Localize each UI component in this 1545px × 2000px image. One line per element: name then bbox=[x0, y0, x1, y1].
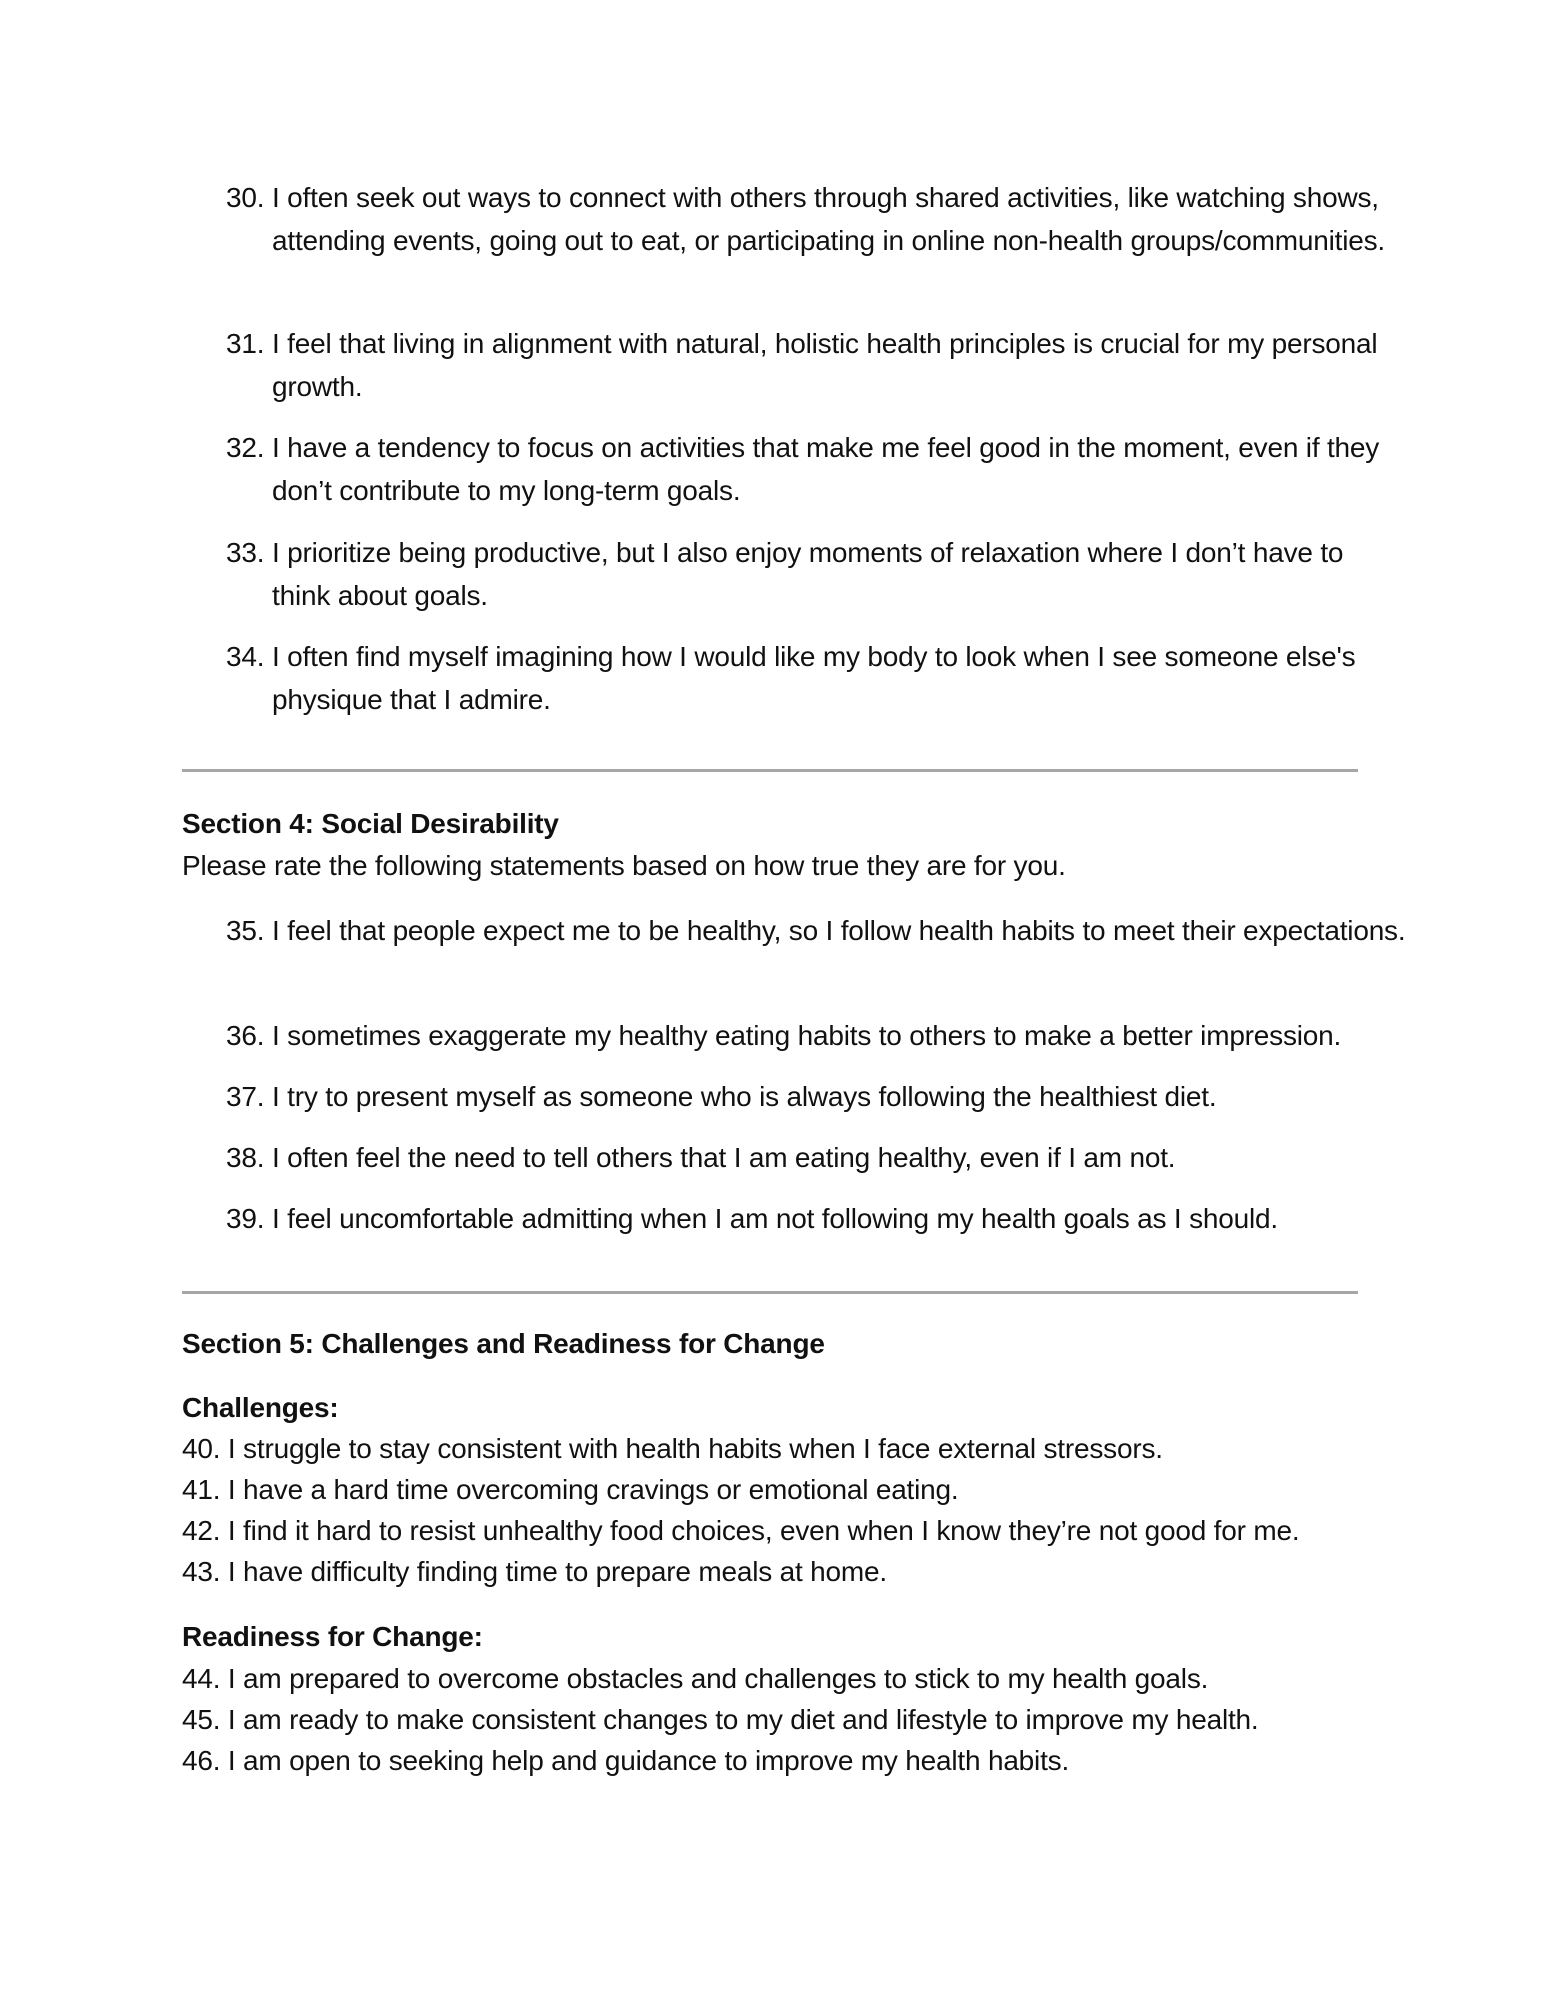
list-item bbox=[226, 635, 1406, 721]
readiness-item: 45. I am ready to make consistent changes to my diet and lifestyle to improve my health. bbox=[182, 1704, 1259, 1735]
section-divider bbox=[182, 1291, 1358, 1294]
section-instruction: Please rate the following statements based on how true they are for you. bbox=[182, 850, 1066, 881]
item-text: I feel that living in alignment with natural, holistic health principles is crucial for my personal growth. bbox=[272, 328, 1378, 402]
list-item bbox=[226, 909, 1406, 952]
list-item bbox=[226, 322, 1406, 408]
list-item bbox=[226, 1136, 1406, 1179]
list-item bbox=[226, 1075, 1406, 1118]
item-text: I feel uncomfortable admitting when I am not following my health goals as I should. bbox=[272, 1203, 1278, 1234]
item-number: 38. bbox=[226, 1142, 265, 1173]
item-number: 35. bbox=[226, 915, 265, 946]
list-item bbox=[226, 426, 1406, 512]
item-number: 36. bbox=[226, 1020, 265, 1051]
challenge-item: 43. I have difficulty finding time to prepare meals at home. bbox=[182, 1556, 887, 1587]
readiness-item: 46. I am open to seeking help and guidance to improve my health habits. bbox=[182, 1745, 1070, 1776]
list-item bbox=[226, 1197, 1406, 1240]
subsection-heading-readiness: Readiness for Change: bbox=[182, 1621, 483, 1652]
section-title: Section 4: Social Desirability bbox=[182, 808, 559, 839]
item-number: 34. bbox=[226, 641, 265, 672]
subsection-heading-challenges: Challenges: bbox=[182, 1392, 339, 1423]
item-number: 37. bbox=[226, 1081, 265, 1112]
list-item bbox=[226, 531, 1406, 617]
item-number: 32. bbox=[226, 432, 265, 463]
item-text: I often feel the need to tell others that I am eating healthy, even if I am not. bbox=[272, 1142, 1176, 1173]
item-number: 33. bbox=[226, 537, 265, 568]
challenge-item: 41. I have a hard time overcoming cravings or emotional eating. bbox=[182, 1474, 959, 1505]
item-number: 39. bbox=[226, 1203, 265, 1234]
item-text: I sometimes exaggerate my healthy eating habits to others to make a better impression. bbox=[272, 1020, 1342, 1051]
section-divider bbox=[182, 769, 1358, 772]
list-item bbox=[226, 176, 1406, 262]
list-item bbox=[226, 1014, 1406, 1057]
item-text: I try to present myself as someone who is always following the healthiest diet. bbox=[272, 1081, 1217, 1112]
item-number: 30. bbox=[226, 182, 265, 213]
item-text: I have a tendency to focus on activities that make me feel good in the moment, even if they don’t contribute to my long-term goals. bbox=[272, 432, 1380, 506]
item-text: I feel that people expect me to be healthy, so I follow health habits to meet their expectations. bbox=[272, 915, 1406, 946]
challenge-item: 42. I find it hard to resist unhealthy food choices, even when I know they’re not good for me. bbox=[182, 1515, 1300, 1546]
item-text: I often seek out ways to connect with others through shared activities, like watching shows, attending events, going out to eat, or participating in online non-health groups/communities. bbox=[272, 182, 1386, 256]
item-text: I prioritize being productive, but I also enjoy moments of relaxation where I don’t have to think about goals. bbox=[272, 537, 1344, 611]
section-title: Section 5: Challenges and Readiness for Change bbox=[182, 1328, 825, 1359]
item-number: 31. bbox=[226, 328, 265, 359]
readiness-item: 44. I am prepared to overcome obstacles and challenges to stick to my health goals. bbox=[182, 1663, 1209, 1694]
item-text: I often find myself imagining how I would like my body to look when I see someone else's physique that I admire. bbox=[272, 641, 1356, 715]
challenge-item: 40. I struggle to stay consistent with health habits when I face external stressors. bbox=[182, 1433, 1163, 1464]
